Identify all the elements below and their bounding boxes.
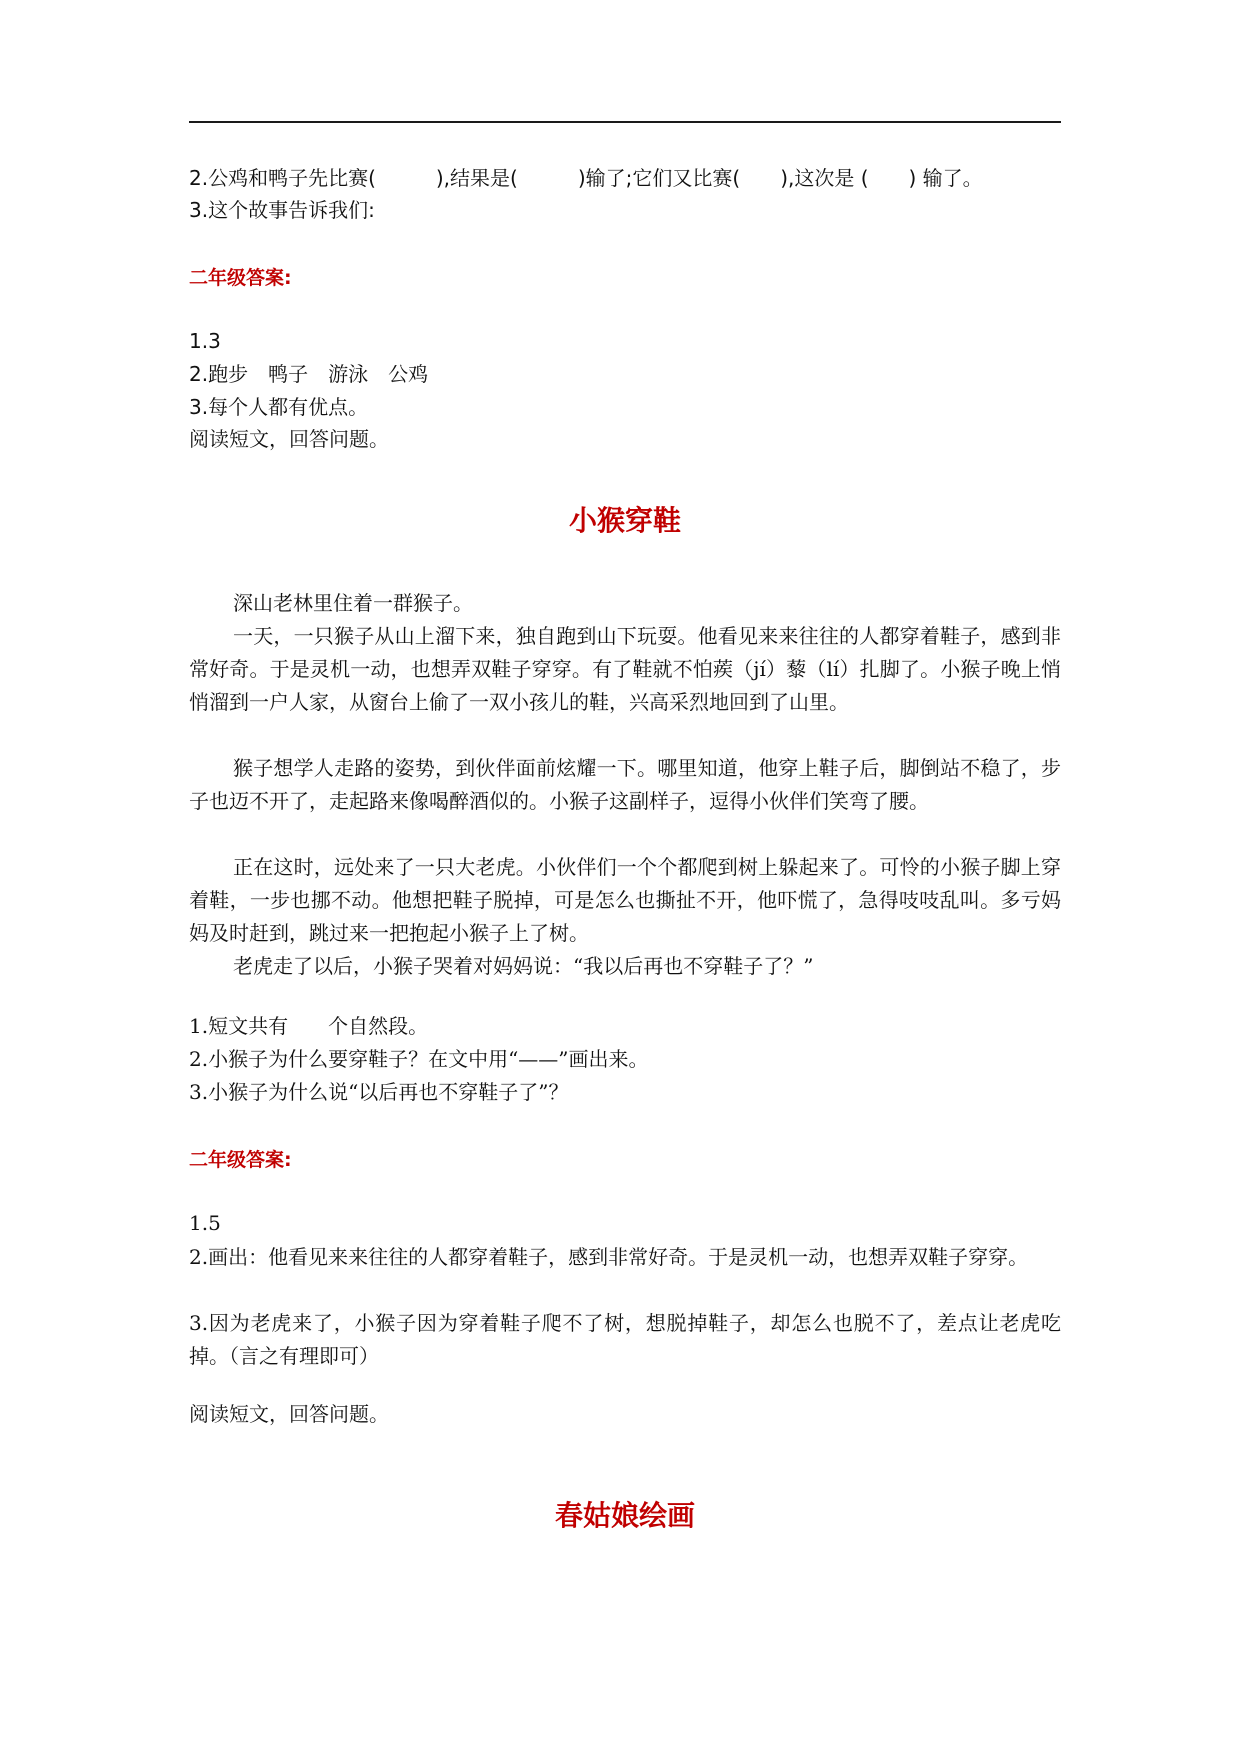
story-title-spring: 春姑娘绘画 — [554, 1499, 695, 1532]
answer-1-item-3: 3.每个人都有优点。 — [189, 395, 369, 419]
story-paragraph-2: 一天，一只猴子从山上溜下来，独自跑到山下玩耍。他看见来来往往的人都穿着鞋子，感到非常好奇。于是灵机一动，也想弄双鞋子穿穿。有了鞋就不怕蒺（jí）藜（lí）扎脚了。小猴子晚上悄悄溜到一户人家，从窗台上偷了一双小孩儿的鞋，兴高采烈地回到了山里。 — [189, 624, 1061, 714]
reading-prompt-1: 阅读短文，回答问题。 — [189, 427, 389, 451]
story-question-2: 2.小猴子为什么要穿鞋子？在文中用“——”画出来。 — [189, 1047, 649, 1071]
answer-1-item-1: 1.3 — [189, 329, 221, 353]
answer-2-item-2: 2.画出：他看见来来往往的人都穿着鞋子，感到非常好奇。于是灵机一动，也想弄双鞋子穿穿。 — [189, 1245, 1029, 1269]
answer-heading-1: 二年级答案: — [189, 267, 292, 289]
story-paragraph-1: 深山老林里住着一群猴子。 — [233, 591, 473, 615]
header-rule — [189, 121, 1061, 123]
story-question-1: 1.短文共有 个自然段。 — [189, 1014, 429, 1038]
story-paragraph-3: 猴子想学人走路的姿势，到伙伴面前炫耀一下。哪里知道，他穿上鞋子后，脚倒站不稳了，步子也迈不开了，走起路来像喝醉酒似的。小猴子这副样子，逗得小伙伴们笑弯了腰。 — [189, 756, 1061, 813]
answer-2-item-3: 3.因为老虎来了，小猴子因为穿着鞋子爬不了树，想脱掉鞋子，却怎么也脱不了，差点让老虎吃掉。（言之有理即可） — [189, 1311, 1061, 1368]
answer-heading-2: 二年级答案: — [189, 1149, 292, 1171]
story-paragraph-5: 老虎走了以后，小猴子哭着对妈妈说：“我以后再也不穿鞋子了？” — [233, 954, 814, 978]
story-title-shoes: 小猴穿鞋 — [568, 504, 681, 537]
question-2: 2.公鸡和鸭子先比赛( ),结果是( )输了;它们又比赛( ),这次是 ( ) 输了。 — [189, 166, 983, 190]
story-paragraph-4: 正在这时，远处来了一只大老虎。小伙伴们一个个都爬到树上躲起来了。可怜的小猴子脚上穿着鞋，一步也挪不动。他想把鞋子脱掉，可是怎么也撕扯不开，他吓慌了，急得吱吱乱叫。多亏妈妈及时赶到，跳过来一把抱起小猴子上了树。 — [189, 855, 1061, 945]
story-question-3: 3.小猴子为什么说“以后再也不穿鞋子了”？ — [189, 1080, 569, 1104]
answer-1-item-2: 2.跑步 鸭子 游泳 公鸡 — [189, 362, 429, 386]
question-3: 3.这个故事告诉我们: — [189, 198, 375, 222]
reading-prompt-2: 阅读短文，回答问题。 — [189, 1402, 389, 1426]
answer-2-item-1: 1.5 — [189, 1211, 221, 1235]
